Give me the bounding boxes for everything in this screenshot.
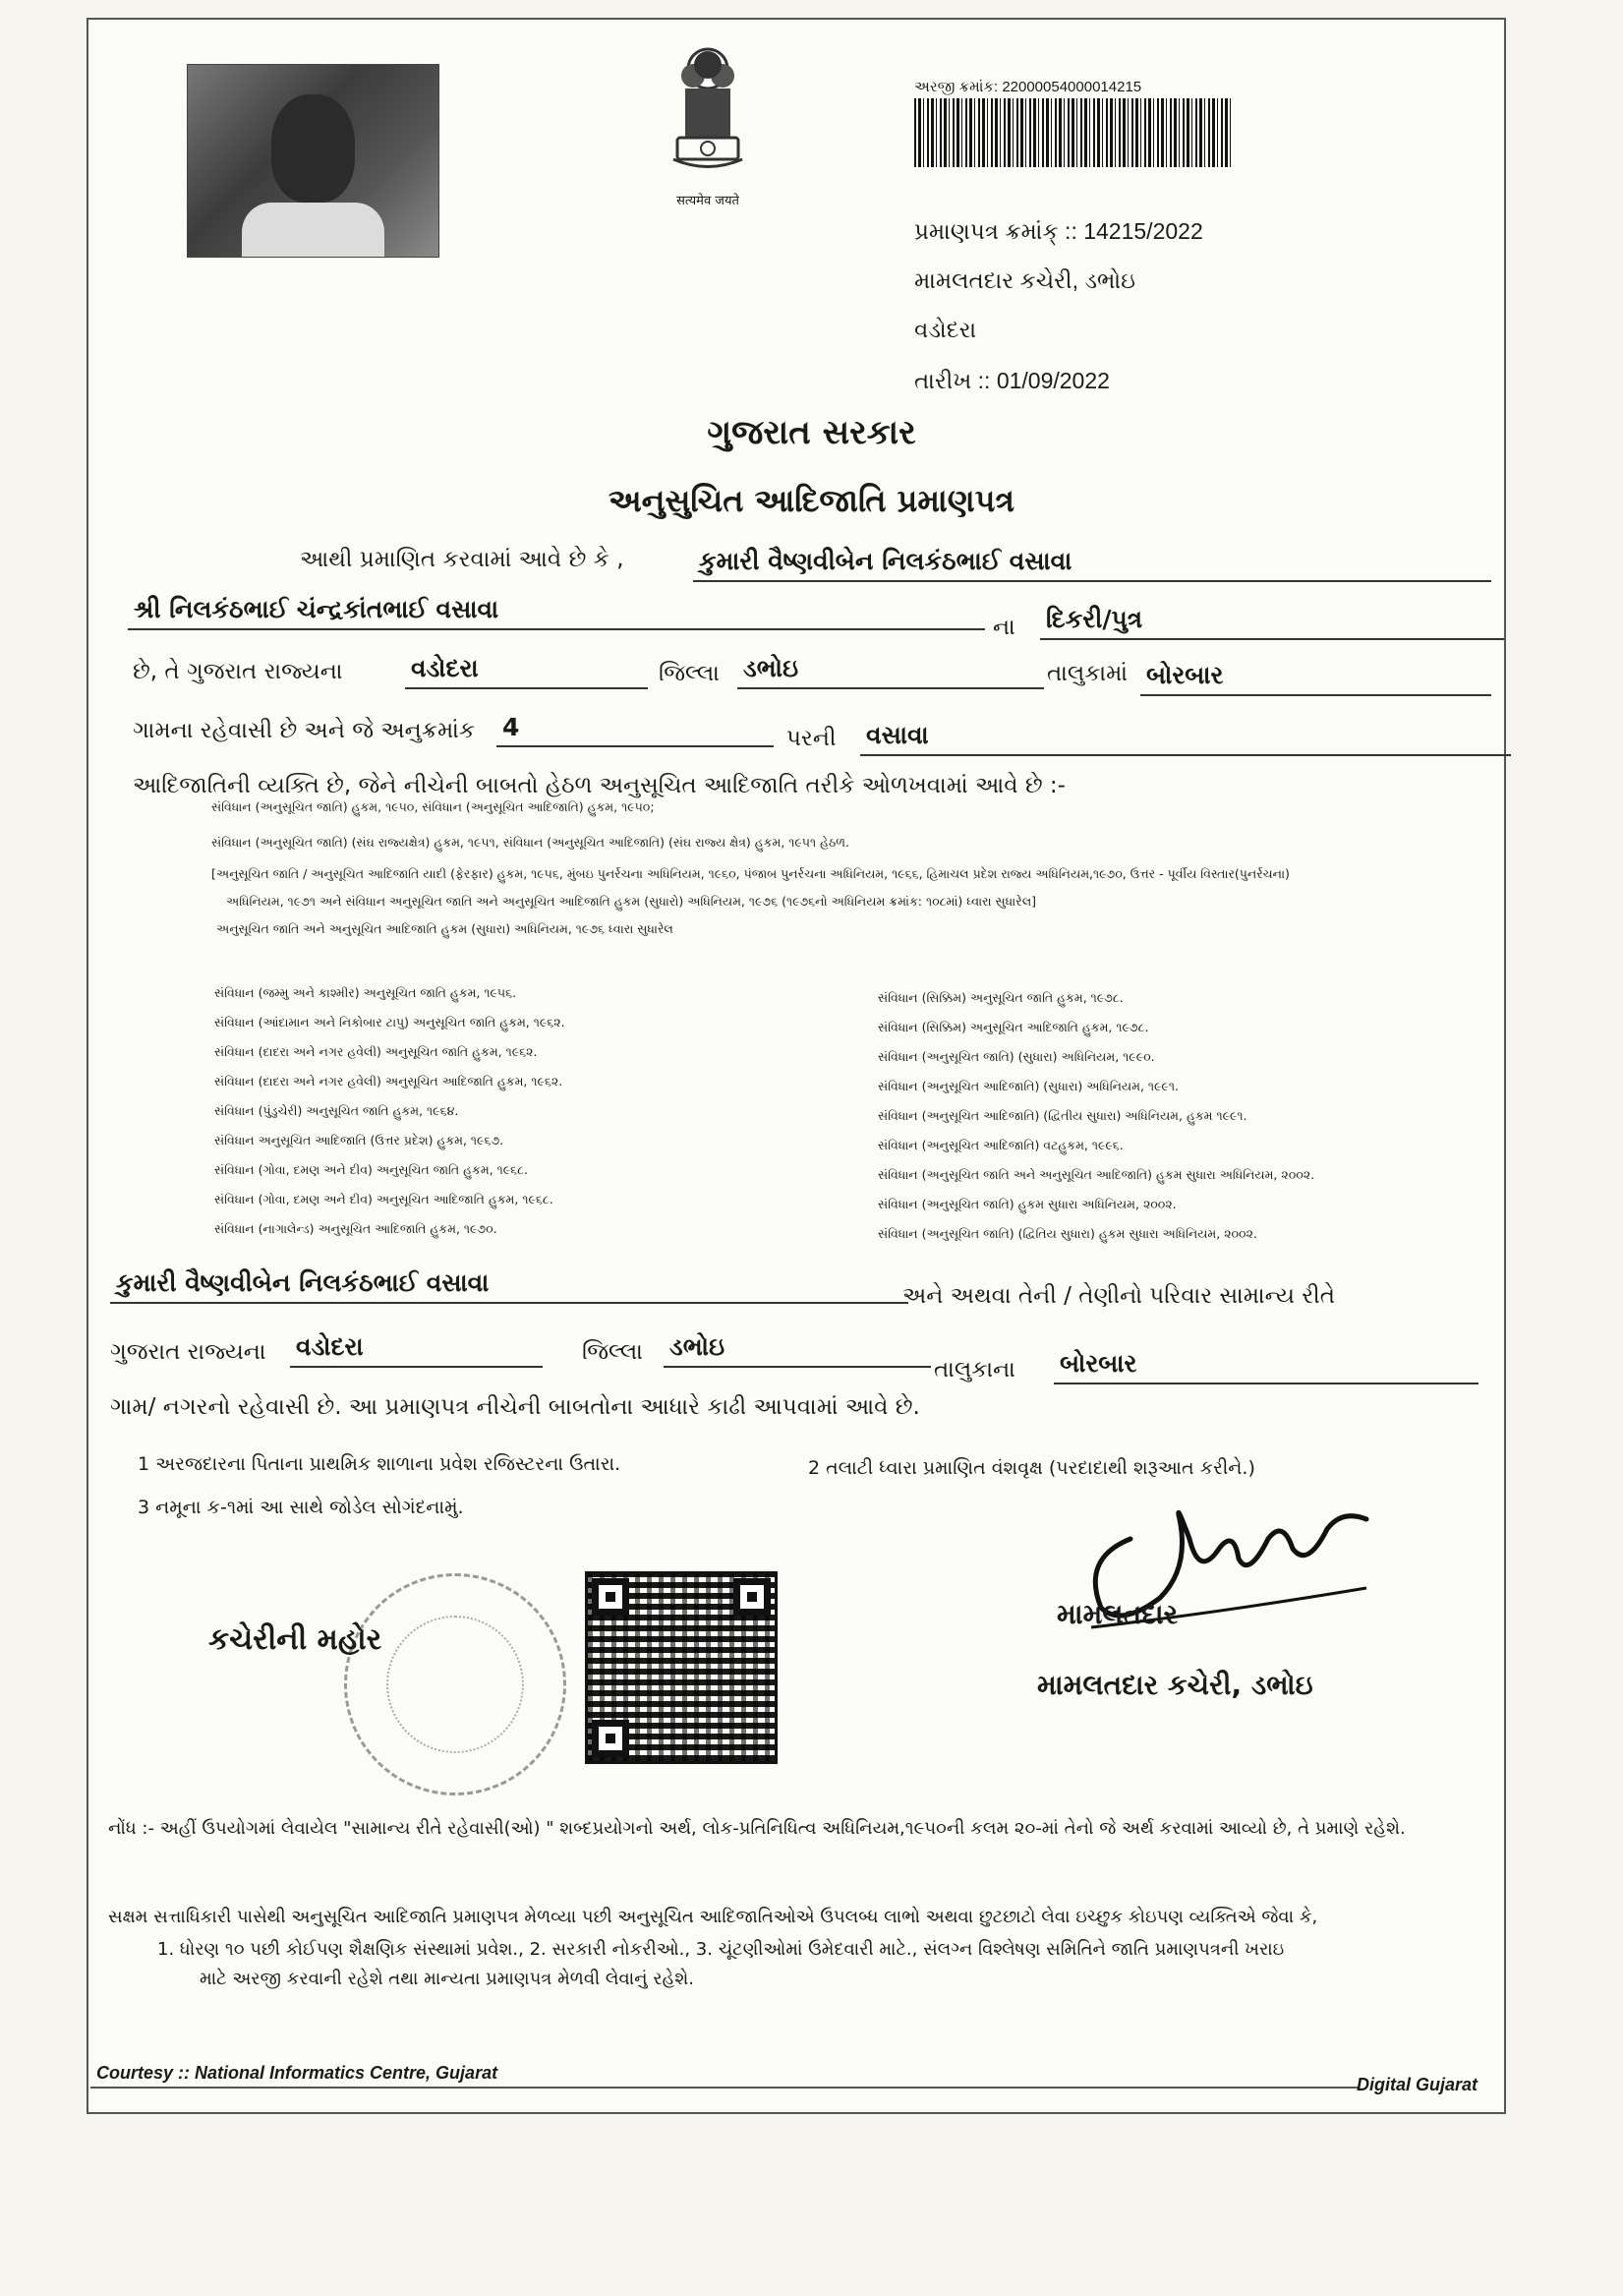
- issuing-city: વડોદરા: [914, 317, 977, 342]
- footer-divider: [90, 2087, 1359, 2089]
- na-label: ના: [993, 615, 1015, 640]
- note-benefits-end: માટે અરજી કરવાની રહેશે તથા માન્યતા પ્રમાણપત્ર મેળવી લેવાનું રહેશે.: [200, 1969, 694, 1989]
- list-item: સંવિધાન (અનુસૂચિત જાતિ) (દ્વિતિય સુધારા) હુકમ સુધારા અધિનિયમ, ૨૦૦૨.: [878, 1226, 1257, 1241]
- lion-capital-icon: [664, 41, 752, 189]
- district-label-2: જિલ્લા: [582, 1339, 643, 1365]
- certificate-title: અનુસુચિત આદિજાતિ પ્રમાણપત્ર: [608, 482, 1015, 519]
- village-value-2: બોરબાર: [1054, 1349, 1478, 1384]
- signatory-office: મામલતદાર કચેરી, ડભોઇ: [1037, 1669, 1313, 1701]
- relation: દિકરી/પુત્ર: [1040, 605, 1504, 640]
- state-label-2: ગુજરાત રાજ્યના: [110, 1339, 266, 1365]
- district-value-2: વડોદરા: [290, 1332, 543, 1368]
- list-item: સંવિધાન (દાદરા અને નગર હવેલી) અનુસૂચિત જાતિ હુકમ, ૧૯૬૨.: [214, 1044, 538, 1059]
- emblem-motto: सत्यमेव जयते: [676, 194, 739, 208]
- barcode: [914, 98, 1234, 167]
- family-text: અને અથવા તેની / તેણીનો પરિવાર સામાન્ય રીતે: [902, 1283, 1336, 1309]
- list-item: સંવિધાન (અનુસૂચિત જાતિ) હુકમ સુધારા અધિનિયમ, ૨૦૦૨.: [878, 1197, 1177, 1211]
- tribe-name: વસાવા: [860, 721, 1511, 756]
- issuing-office: મામલતદાર કચેરી, ડભોઇ: [914, 267, 1135, 293]
- serial-number: 4: [496, 713, 774, 747]
- village-value: બોરબાર: [1140, 661, 1491, 696]
- application-number: અરજી ક્રમાંક: 22000054000014215: [914, 79, 1142, 95]
- applicant-name-repeat: કુમારી વૈષ્ણવીબેન નિલકંઠભાઈ વસાવા: [110, 1268, 908, 1304]
- footer-courtesy: Courtesy :: National Informatics Centre, Gujarat: [96, 2063, 498, 2083]
- list-item: સંવિધાન (સિક્કિમ) અનુસૂચિત આદિજાતિ હુકમ, ૧૯૭૮.: [878, 1020, 1149, 1034]
- legal-line: સંવિધાન (અનુસૂચિત જાતિ) (સંઘ રાજ્યક્ષેત્ર) હુકમ, ૧૯૫૧, સંવિધાન (અનુસૂચિત આદિજાતિ) (સંઘ રાજ્ય ક્ષેત્ર) હુકમ, ૧૯૫૧ હેઠળ.: [211, 835, 849, 850]
- legal-line: [અનુસૂચિત જાતિ / અનુસૂચિત આદિજાતિ યાદી (ફેરફાર) હુકમ, ૧૯૫૬, મુંબઇ પુનર્રચના અધિનિયમ, ૧૯૬૦, પંજાબ પુનર્રચના અધિનિયમ, ૧૯૬૬, હિમાચલ પ્રદેશ રાજ્ય અધિનિયમ,૧૯૭૦, ઉત્તર - પૂર્વીય વિસ્તાર(પુનર્રચના): [211, 866, 1290, 881]
- list-item: સંવિધાન (જમ્મુ અને કાશ્મીર) અનુસૂચિત જાતિ હુકમ, ૧૯૫૬.: [214, 985, 517, 1000]
- note-usual-residence: નોંધ :- અહીં ઉપયોગમાં લેવાયેલ "સામાન્ય રીતે રહેવાસી(ઓ) " શબ્દપ્રયોગનો અર્થ, લોક-પ્રતિનિધિત્વ અધિનિયમ,૧૯૫૦ની કલમ ૨૦-માં તેનો જે અર્થ કરવામાં આવ્યો છે, તે પ્રમાણે રહેશે.: [108, 1818, 1406, 1839]
- list-item: સંવિધાન (અનુસૂચિત આદિજાતિ) (દ્વિતીય સુધારા) અધિનિયમ, હુકમ ૧૯૯૧.: [878, 1108, 1247, 1123]
- applicant-name: કુમારી વૈષ્ણવીબેન નિલકંઠભાઈ વસાવા: [693, 547, 1491, 582]
- list-item: સંવિધાન (ગોવા, દમણ અને દીવ) અનુસૂચિત જાતિ હુકમ, ૧૯૬૮.: [214, 1162, 528, 1177]
- legal-line: અનુસૂચિત જાતિ અને અનુસૂચિત આદિજાતિ હુકમ (સુધારા) અધિનિયમ, ૧૯૭૬ ધ્વારા સુધારેલ: [216, 921, 673, 936]
- list-item: સંવિધાન (અનુસૂચિત આદિજાતિ) (સુધારા) અધિનિયમ, ૧૯૯૧.: [878, 1079, 1179, 1093]
- document-1: 1 અરજદારના પિતાના પ્રાથમિક શાળાના પ્રવેશ રજિસ્ટરના ઉતારા.: [138, 1453, 621, 1475]
- list-item: સંવિધાન (પુંડુચેરી) અનુસૂચિત જાતિ હુકમ, ૧૯૬૪.: [214, 1103, 459, 1118]
- state-label: છે, તે ગુજરાત રાજ્યના: [133, 659, 343, 684]
- list-item: સંવિધાન (દાદરા અને નગર હવેલી) અનુસૂચિત આદિજાતિ હુકમ, ૧૯૬૨.: [214, 1074, 563, 1089]
- issue-date: તારીખ :: 01/09/2022: [914, 368, 1110, 393]
- orders-right-list: [878, 983, 1314, 1249]
- list-item: સંવિધાન (નાગાલેન્ડ) અનુસૂચિત આદિજાતિ હુકમ, ૧૯૭૦.: [214, 1221, 497, 1236]
- certify-intro: આથી પ્રમાણિત કરવામાં આવે છે કે ,: [300, 547, 624, 572]
- document-2: 2 તલાટી ધ્વારા પ્રમાણિત વંશવૃક્ષ (પરદાદાથી શરૂઆત કરીને.): [808, 1457, 1255, 1479]
- office-seal: [344, 1573, 566, 1796]
- taluka-label: તાલુકામાં: [1047, 661, 1129, 686]
- per-label: પરની: [786, 726, 837, 751]
- taluka-label-2: તાલુકાના: [934, 1357, 1015, 1383]
- resident-label: ગામના રહેવાસી છે અને જે અનુક્રમાંક: [133, 718, 476, 743]
- note-benefits-list: 1. ધોરણ ૧૦ પછી કોઈપણ શૈક્ષણિક સંસ્થામાં પ્રવેશ., 2. સરકારી નોકરીઓ., 3. ચૂંટણીઓમાં ઉમેદવારી માટે., સંલગ્ન વિશ્લેષણ સમિતિને જાતિ પ્રમાણપત્રની ખરાઇ: [157, 1939, 1285, 1960]
- footer-brand: Digital Gujarat: [1357, 2075, 1478, 2094]
- legal-line: સંવિધાન (અનુસૂચિત જાતિ) હુકમ, ૧૯૫૦, સંવિધાન (અનુસૂચિત આદિજાતિ) હુકમ, ૧૯૫૦;: [211, 799, 655, 814]
- state-emblem: [659, 41, 757, 208]
- orders-left-list: [214, 978, 565, 1244]
- note-benefits: સક્ષમ સત્તાધિકારી પાસેથી અનુસૂચિત આદિજાતિ પ્રમાણપત્ર મેળવ્યા પછી અનુસૂચિત આદિજાતિઓએ ઉપલબ્ધ લાભો અથવા છુટછાટો લેવા ઇચ્છુક કોઇપણ વ્યક્તિએ જેવા કે,: [108, 1907, 1318, 1927]
- father-name: શ્રી નિલકંઠભાઈ ચંન્દ્રકાંતભાઈ વસાવા: [128, 595, 985, 630]
- taluka-value-2: ડભોઇ: [664, 1332, 931, 1368]
- taluka-value: ડભોઇ: [737, 654, 1044, 689]
- list-item: સંવિધાન (અનુસૂચિત જાતિ) (સુધારા) અધિનિયમ, ૧૯૯૦.: [878, 1049, 1155, 1064]
- recognized-text: આદિજાતિની વ્યક્તિ છે, જેને નીચેની બાબતો હેઠળ અનુસૂચિત આદિજાતિ તરીકે ઓળખવામાં આવે છે :-: [133, 773, 1066, 798]
- government-title: ગુજરાત સરકાર: [707, 413, 916, 452]
- seal-label: કચેરીની મહોર: [208, 1622, 382, 1657]
- district-label: જિલ્લા: [659, 661, 720, 686]
- applicant-photo: [187, 64, 439, 258]
- list-item: સંવિધાન (ગોવા, દમણ અને દીવ) અનુસૂચિત આદિજાતિ હુકમ, ૧૯૬૮.: [214, 1192, 553, 1207]
- document-3: 3 નમૂના ક-૧માં આ સાથે જોડેલ સોગંદનામું.: [138, 1497, 464, 1518]
- qr-code: [585, 1571, 778, 1764]
- legal-line: અધિનિયમ, ૧૯૭૧ અને સંવિધાન અનુસૂચિત જાતિ અને અનુસૂચિત આદિજાતિ હુકમ (સુધારો) અધિનિયમ, ૧૯૭૬ (૧૯૭૬નો અધિનિયમ ક્રમાંક: ૧૦૮માં) ધ્વારા સુધારેલ]: [226, 894, 1037, 909]
- district-value: વડોદરા: [405, 654, 648, 689]
- signatory-title: મામલતદાર: [1057, 1598, 1179, 1630]
- list-item: સંવિધાન અનુસૂચિત આદિજાતિ (ઉત્તર પ્રદેશ) હુકમ, ૧૯૬૭.: [214, 1133, 504, 1148]
- list-item: સંવિધાન (અનુસૂચિત જાતિ અને અનુસૂચિત આદિજાતિ) હુકમ સુધારા અધિનિયમ, ૨૦૦૨.: [878, 1167, 1315, 1182]
- list-item: સંવિધાન (સિક્કિમ) અનુસૂચિત જાતિ હુકમ, ૧૯૭૮.: [878, 990, 1124, 1005]
- certificate-number: પ્રમાણપત્ર ક્રમાંક્ :: 14215/2022: [914, 218, 1203, 244]
- list-item: સંવિધાન (આંદામાન અને નિકોબાર ટાપુ) અનુસૂચિત જાતિ હુકમ, ૧૯૬૨.: [214, 1015, 565, 1030]
- list-item: સંવિધાન (અનુસૂચિત આદિજાતિ) વટહુકમ, ૧૯૯૬.: [878, 1138, 1124, 1152]
- basis-text: ગામ/ નગરનો રહેવાસી છે. આ પ્રમાણપત્ર નીચેની બાબતોના આધારે કાઢી આપવામાં આવે છે.: [110, 1394, 920, 1420]
